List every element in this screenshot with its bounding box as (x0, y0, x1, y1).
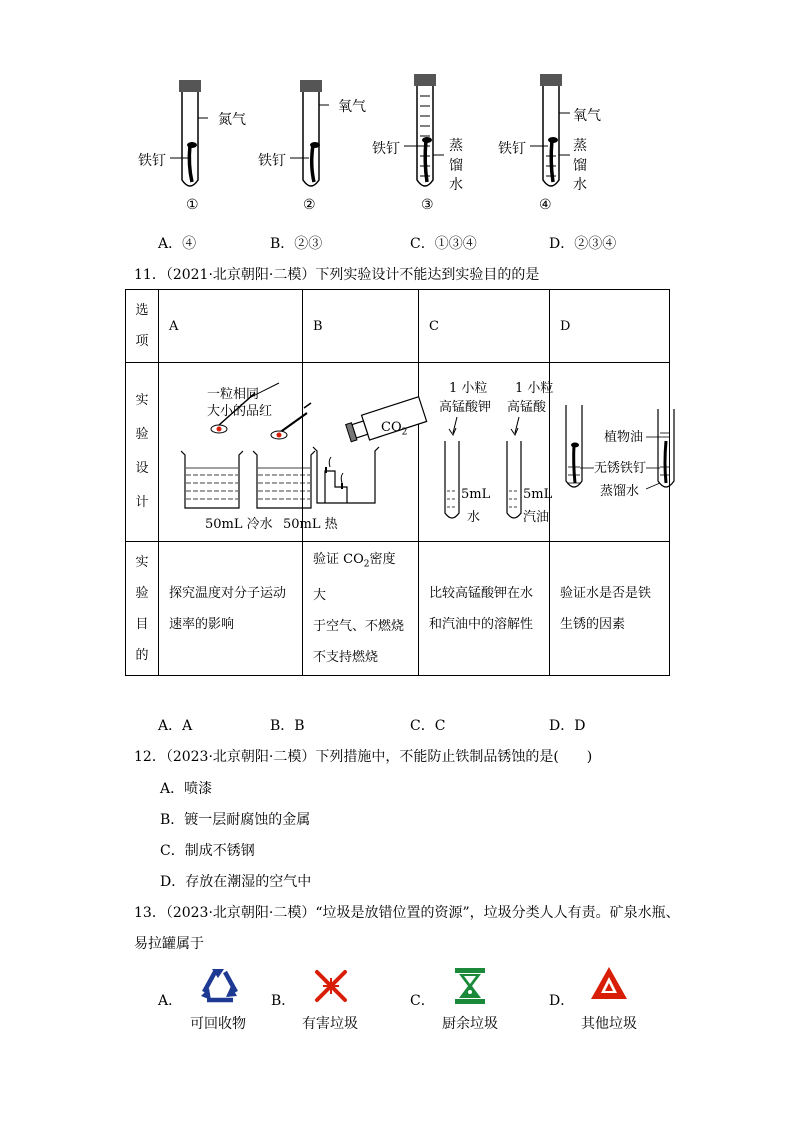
figure-c-oil-1: 5mL (523, 487, 553, 502)
purpose-c: 比较高锰酸钾在水 和汽油中的溶解性 (419, 542, 550, 676)
design-cell-c (419, 363, 554, 542)
tube-3-water-1: 蒸 (449, 138, 463, 154)
figure-b (303, 363, 418, 541)
q13-label-d: 其他垃圾 (581, 1016, 637, 1032)
tube-1 (170, 80, 208, 186)
purpose-b: 验证 $CO_2$密度大 于空气、不燃烧 不支持燃烧 (303, 542, 419, 676)
q11-choice-c[interactable]: C．C (410, 718, 446, 734)
tube-1-gas: 氮气 (218, 112, 246, 128)
figure-c-top-1: 1 小粒 (449, 381, 488, 396)
dye-particle-right (277, 433, 282, 438)
hazard-icon (311, 966, 351, 1006)
q13-choice-d[interactable]: D． (549, 993, 575, 1009)
tube-3-water-2: 馏 (449, 158, 463, 174)
figure-a-hot-water: 50mL 热 (283, 517, 338, 532)
tube-3 (404, 74, 444, 186)
col-header-c: C (419, 290, 550, 363)
q12-option-d[interactable]: D．存放在潮湿的空气中 (160, 874, 312, 890)
tube-3-water-3: 水 (449, 177, 463, 193)
q13-label-c: 厨余垃圾 (442, 1016, 498, 1032)
col-header-a: A (159, 290, 303, 363)
tube-2-number: ② (303, 197, 316, 213)
q10-choice-c[interactable]: C．①③④ (410, 236, 477, 252)
tube-4 (530, 74, 570, 186)
q11-choice-a[interactable]: A．A (158, 718, 193, 734)
purpose-a: 探究温度对分子运动 速率的影响 (159, 542, 303, 676)
figure-a-label-2: 大小的品红 (207, 404, 273, 419)
figure-d (550, 363, 669, 541)
tube-1-nail: 铁钉 (138, 153, 166, 169)
q13-label-a: 可回收物 (190, 1016, 246, 1032)
figure-c-top-4: 高锰酸 (507, 400, 547, 415)
q10-choice-a[interactable]: A．④ (158, 236, 197, 252)
col-header-b: B (303, 290, 419, 363)
figure-c-top-3: 1 小粒 (515, 381, 554, 396)
col-header-d: D (550, 290, 670, 363)
figure-c-water-1: 5mL (461, 487, 491, 502)
design-cell-d (550, 363, 670, 542)
tube-4-gas: 氧气 (573, 108, 601, 124)
tube-2-nail: 铁钉 (258, 153, 286, 169)
q13-stem-line-1: 13．（2023·北京朝阳·二模）“垃圾是放错位置的资源”，垃圾分类人人有责。矿泉水瓶、 (134, 905, 680, 921)
tube-4-nail: 铁钉 (498, 141, 526, 157)
purpose-d: 验证水是否是铁 生锈的因素 (550, 542, 670, 676)
tube-3-number: ③ (421, 197, 434, 213)
figure-a-label-1: 一粒相同 (207, 387, 260, 402)
tube-3-nail: 铁钉 (372, 141, 400, 157)
q13-stem-line-2: 易拉罐属于 (134, 936, 204, 952)
other-waste-icon (589, 965, 629, 1005)
tube-2-gas: 氧气 (338, 99, 366, 115)
q12-stem: 12．（2023·北京朝阳·二模）下列措施中，不能防止铁制品锈蚀的是( ) (134, 749, 593, 765)
row-label-option: 选 项 (126, 290, 159, 363)
q13-choice-c[interactable]: C． (410, 993, 435, 1009)
figure-c-water-2: 水 (467, 510, 481, 525)
q13-label-b: 有害垃圾 (302, 1016, 358, 1032)
q11-stem: 11．（2021·北京朝阳·二模）下列实验设计不能达到实验目的的是 (134, 267, 540, 283)
q10-choice-b[interactable]: B．②③ (270, 236, 323, 252)
row-label-purpose: 实 验 目 的 (126, 542, 159, 676)
q12-option-b[interactable]: B．镀一层耐腐蚀的金属 (160, 812, 311, 828)
kitchen-waste-icon (452, 966, 488, 1006)
figure-d-water: 蒸馏水 (600, 484, 640, 499)
tube-4-water-3: 水 (573, 177, 587, 193)
figure-a-cold-water: 50mL 冷水 (205, 517, 273, 532)
tube-4-water-1: 蒸 (573, 138, 587, 154)
recycle-icon (199, 966, 241, 1006)
design-cell-a (159, 363, 338, 542)
q11-table (125, 289, 670, 676)
figure-c-oil-2: 汽油 (523, 510, 550, 525)
q12-option-c[interactable]: C．制成不锈钢 (160, 843, 255, 859)
q11-choice-d[interactable]: D．D (549, 718, 586, 734)
q12-option-a[interactable]: A．喷漆 (160, 781, 213, 797)
figure-d-nail: 无锈铁钉 (594, 461, 647, 476)
q13-choice-a[interactable]: A． (158, 993, 183, 1009)
q13-choice-b[interactable]: B． (271, 993, 296, 1009)
tube-4-water-2: 馏 (573, 158, 587, 174)
q11-choice-b[interactable]: B．B (270, 718, 305, 734)
design-cell-b (303, 363, 419, 542)
tube-4-number: ④ (539, 197, 552, 213)
row-label-design: 实 验 设 计 (126, 363, 159, 542)
figure-b-gas-label: $CO_2$ (381, 420, 408, 438)
figure-c-top-2: 高锰酸钾 (439, 400, 492, 415)
figure-d-oil: 植物油 (604, 430, 644, 445)
dye-particle-left (217, 427, 222, 432)
tube-1-number: ① (186, 197, 199, 213)
tube-2 (290, 80, 329, 186)
q10-choice-d[interactable]: D．②③④ (549, 236, 617, 252)
